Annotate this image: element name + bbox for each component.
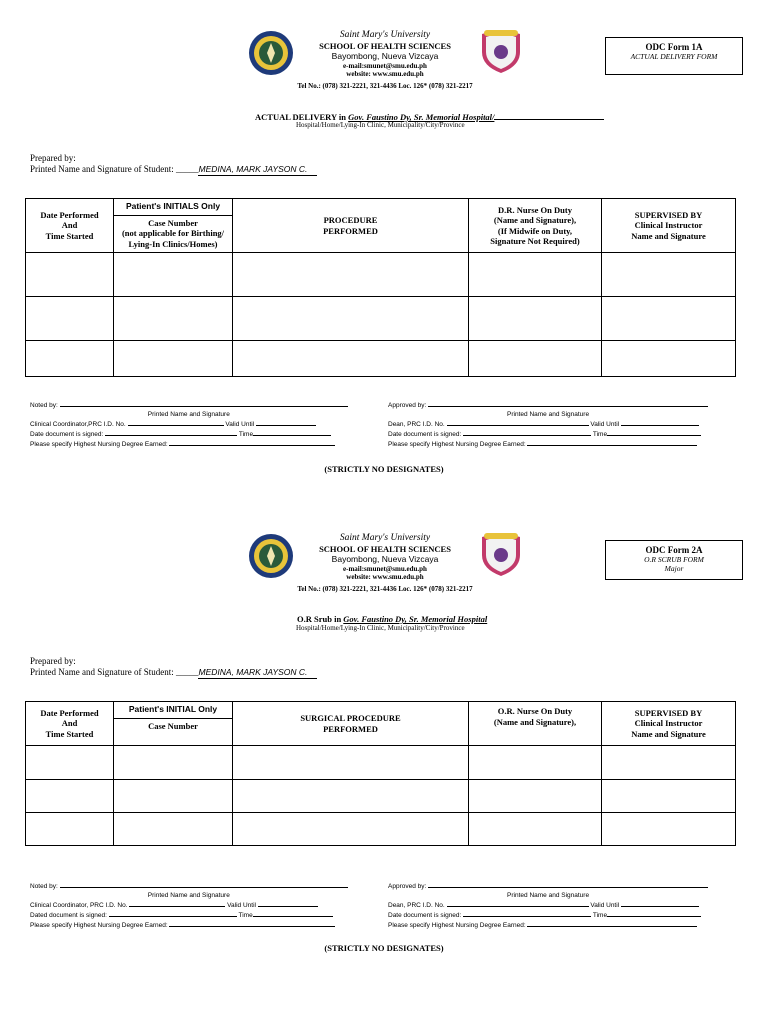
- time-line[interactable]: [253, 429, 331, 436]
- approved-by-block: [388, 881, 708, 930]
- university-email: e-mail:smunet@smu.edu.ph: [343, 564, 427, 573]
- prepared-by-block: [30, 656, 317, 679]
- noted-by-signature-line[interactable]: [60, 400, 348, 407]
- noted-by-label: Noted by:: [30, 883, 58, 890]
- university-location: Bayombong, Nueva Vizcaya: [331, 51, 439, 61]
- date-signed-line[interactable]: [463, 429, 591, 436]
- printed-name-caption: Printed Name and Signature: [507, 892, 590, 899]
- university-header: [260, 533, 510, 582]
- hospital-blank-line: [494, 111, 604, 120]
- date-signed-line[interactable]: [463, 910, 591, 917]
- table-row[interactable]: [26, 813, 736, 846]
- university-location: Bayombong, Nueva Vizcaya: [331, 554, 439, 564]
- noted-by-block: [30, 400, 348, 449]
- time-label: Time: [592, 912, 608, 919]
- school-name: SCHOOL OF HEALTH SCIENCES: [319, 543, 451, 554]
- hospital-name[interactable]: Gov. Faustino Dy, Sr. Memorial Hospital: [343, 614, 488, 624]
- degree-line[interactable]: [527, 439, 697, 446]
- noted-by-block: [30, 881, 348, 930]
- col-date-header: Date Performed And Time Started: [26, 702, 114, 746]
- col-supervised-header: SUPERVISED BY Clinical Instructor Name and Signature: [602, 702, 736, 746]
- university-website: website: www.smu.edu.ph: [346, 573, 424, 581]
- hospital-name[interactable]: Gov. Faustino Dy, Sr. Memorial Hospital/: [348, 112, 495, 122]
- degree-line[interactable]: [169, 439, 335, 446]
- degree-label: Please specify Highest Nursing Degree Earned:: [388, 922, 526, 929]
- hospital-caption: Hospital/Home/Lying-In Clinic, Municipality/City/Province: [296, 121, 465, 129]
- time-line[interactable]: [607, 910, 701, 917]
- table-row[interactable]: [26, 297, 736, 341]
- school-shield-logo: [478, 531, 524, 577]
- degree-label: Please specify Highest Nursing Degree Earned:: [30, 441, 168, 448]
- form-code: ODC Form 1A: [645, 42, 703, 52]
- no-designates-note: (STRICTLY NO DESIGNATES): [324, 464, 444, 474]
- form-code-box: [605, 37, 743, 75]
- col-supervised-header: SUPERVISED BY Clinical Instructor Name and Signature: [602, 199, 736, 253]
- valid-until-label: Valid Until: [590, 902, 620, 909]
- table-header-row: [26, 702, 736, 746]
- approved-by-label: Approved by:: [388, 402, 427, 409]
- student-name-field[interactable]: MEDINA, MARK JAYSON C.: [198, 667, 317, 679]
- degree-line[interactable]: [169, 920, 335, 927]
- date-signed-label: Dated document is signed:: [30, 912, 107, 919]
- table-row[interactable]: [26, 341, 736, 377]
- valid-until-line[interactable]: [258, 900, 318, 907]
- date-signed-label: Date document is signed:: [388, 431, 462, 438]
- date-signed-line[interactable]: [105, 429, 237, 436]
- time-line[interactable]: [607, 429, 701, 436]
- valid-until-label: Valid Until: [225, 421, 255, 428]
- approved-by-block: [388, 400, 708, 449]
- degree-label: Please specify Highest Nursing Degree Earned:: [388, 441, 526, 448]
- col-procedure-header: PROCEDURE PERFORMED: [233, 199, 469, 253]
- col-procedure-header: SURGICAL PROCEDURE PERFORMED: [233, 702, 469, 746]
- delivery-table: [25, 198, 736, 377]
- date-signed-line[interactable]: [109, 910, 237, 917]
- university-name: Saint Mary's University: [339, 30, 431, 40]
- hospital-prefix: O.R Srub in: [297, 614, 344, 624]
- approved-by-signature-line[interactable]: [428, 400, 708, 407]
- time-label: Time: [238, 912, 253, 919]
- coordinator-label: Clinical Coordinator,PRC I.D. No.: [30, 421, 126, 428]
- printed-name-caption: Printed Name and Signature: [147, 411, 230, 418]
- no-designates-note: (STRICTLY NO DESIGNATES): [324, 943, 444, 953]
- dean-label: Dean, PRC I.D. No.: [388, 902, 445, 909]
- valid-until-line[interactable]: [256, 419, 316, 426]
- noted-by-signature-line[interactable]: [60, 881, 348, 888]
- col-patient-header: Patient's INITIALS Only Case Number (not applicable for Birthing/ Lying-In Clinics/Homes): [114, 199, 233, 253]
- time-label: Time: [592, 431, 608, 438]
- prepared-by-label: Prepared by:: [30, 656, 76, 666]
- odc-form-2a: [0, 503, 768, 1003]
- col-nurse-header: D.R. Nurse On Duty (Name and Signature), (If Midwife on Duty, Signature Not Required): [469, 199, 602, 253]
- time-line[interactable]: [253, 910, 333, 917]
- student-name-field[interactable]: MEDINA, MARK JAYSON C.: [198, 164, 317, 176]
- form-subtitle: O.R SCRUB FORM: [644, 555, 704, 564]
- form-code: ODC Form 2A: [645, 545, 703, 555]
- prepared-by-block: [30, 153, 317, 176]
- dean-label: Dean, PRC I.D. No.: [388, 421, 445, 428]
- coordinator-label: Clinical Coordinator, PRC I.D. No.: [30, 902, 128, 909]
- student-name-label: Printed Name and Signature of Student: _____: [30, 667, 199, 677]
- telephone-line: Tel No.: (078) 321-2221, 321-4436 Loc. 126* (078) 321-2217: [297, 585, 473, 593]
- valid-until-label: Valid Until: [227, 902, 256, 909]
- valid-until-label: Valid Until: [590, 421, 620, 428]
- table-row[interactable]: [26, 746, 736, 780]
- printed-name-caption: Printed Name and Signature: [147, 892, 230, 899]
- noted-by-label: Noted by:: [30, 402, 58, 409]
- valid-until-line[interactable]: [621, 900, 699, 907]
- table-header-row: [26, 199, 736, 253]
- university-header: [260, 30, 510, 79]
- date-signed-label: Date document is signed:: [388, 912, 462, 919]
- telephone-line: Tel No.: (078) 321-2221, 321-4436 Loc. 126* (078) 321-2217: [297, 82, 473, 90]
- degree-label: Please specify Highest Nursing Degree Earned:: [30, 922, 168, 929]
- school-name: SCHOOL OF HEALTH SCIENCES: [319, 40, 451, 51]
- time-label: Time: [238, 431, 254, 438]
- table-row[interactable]: [26, 780, 736, 813]
- date-signed-label: Date document is signed:: [30, 431, 104, 438]
- odc-form-1a: [0, 0, 768, 500]
- form-subtitle-2: Major: [664, 564, 684, 573]
- table-row[interactable]: [26, 253, 736, 297]
- university-email: e-mail:smunet@smu.edu.ph: [343, 61, 427, 70]
- hospital-caption: Hospital/Home/Lying-In Clinic, Municipality/City/Province: [296, 624, 465, 632]
- prc-id-line[interactable]: [128, 419, 224, 426]
- approved-by-label: Approved by:: [388, 883, 427, 890]
- prc-id-line[interactable]: [129, 900, 225, 907]
- hospital-prefix: ACTUAL DELIVERY in: [255, 112, 349, 122]
- dean-prc-id-line[interactable]: [447, 900, 589, 907]
- dean-prc-id-line[interactable]: [447, 419, 589, 426]
- prepared-by-label: Prepared by:: [30, 153, 76, 163]
- school-shield-logo: [478, 28, 524, 74]
- student-name-label: Printed Name and Signature of Student: _____: [30, 164, 199, 174]
- university-name: Saint Mary's University: [339, 533, 431, 543]
- col-nurse-header: O.R. Nurse On Duty (Name and Signature),: [469, 702, 602, 746]
- approved-by-signature-line[interactable]: [428, 881, 708, 888]
- col-patient-header: Patient's INITIAL Only Case Number: [114, 702, 233, 746]
- valid-until-line[interactable]: [621, 419, 699, 426]
- university-website: website: www.smu.edu.ph: [346, 70, 424, 78]
- or-scrub-table: [25, 701, 736, 846]
- form-code-box: [605, 540, 743, 580]
- hospital-line: [297, 614, 487, 624]
- form-subtitle: ACTUAL DELIVERY FORM: [630, 52, 718, 61]
- col-date-header: Date Performed And Time Started: [26, 199, 114, 253]
- degree-line[interactable]: [527, 920, 697, 927]
- printed-name-caption: Printed Name and Signature: [507, 411, 590, 418]
